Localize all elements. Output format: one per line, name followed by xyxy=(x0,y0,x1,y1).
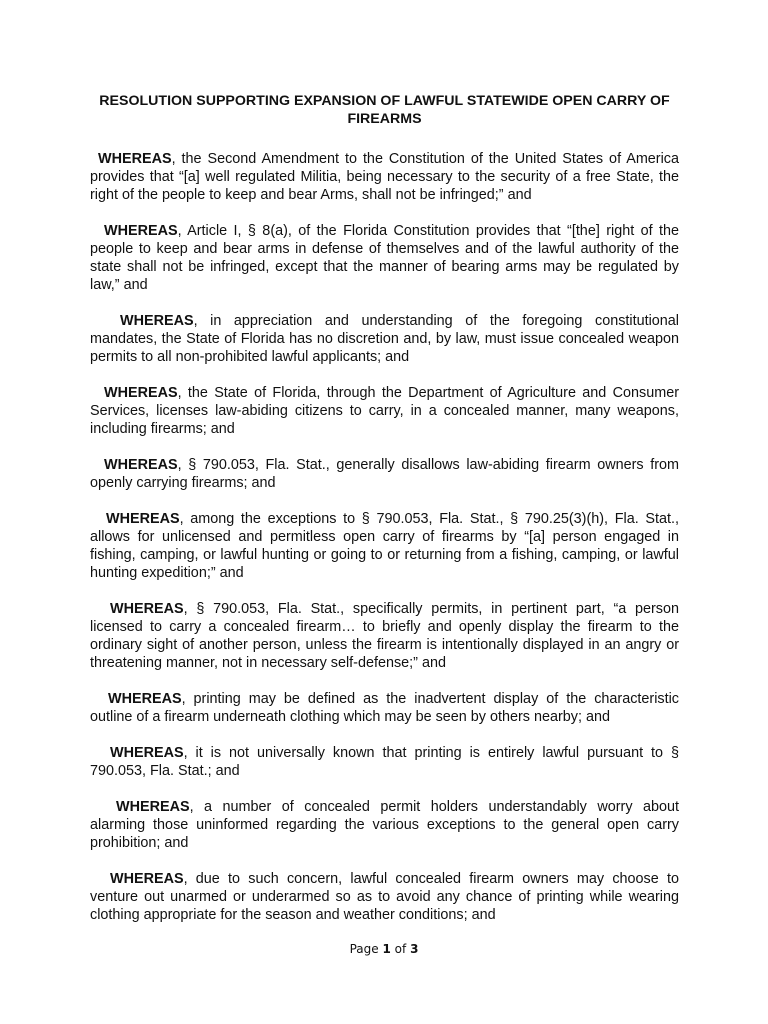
whereas-keyword: WHEREAS xyxy=(108,691,182,707)
document-page xyxy=(90,92,679,942)
whereas-paragraph xyxy=(90,798,679,852)
page-footer xyxy=(0,942,768,956)
whereas-keyword: WHEREAS xyxy=(110,745,184,761)
whereas-keyword: WHEREAS xyxy=(110,601,184,617)
paragraph-text: , it is not universally known that printing is entirely lawful pursuant to § 790.053, Fla. Stat.; and xyxy=(90,745,679,779)
paragraph-text: , a number of concealed permit holders understandably worry about alarming those uninformed regarding the various exceptions to the general open carry prohibition; and xyxy=(90,799,679,851)
paragraph-text: , § 790.053, Fla. Stat., specifically permits, in pertinent part, “a person licensed to carry a concealed firearm… to briefly and openly display the firearm to the ordinary sight of another person, unless the firearm is intentionally displayed in an angry or threatening manner, not in necessary self-defense;” and xyxy=(90,601,679,671)
whereas-paragraph xyxy=(90,222,679,294)
whereas-keyword: WHEREAS xyxy=(120,313,194,329)
whereas-paragraph xyxy=(90,456,679,492)
paragraph-text: , the State of Florida, through the Department of Agriculture and Consumer Services, licenses law-abiding citizens to carry, in a concealed manner, many weapons, including firearms; and xyxy=(90,385,679,437)
page-number: 1 xyxy=(382,942,391,956)
whereas-keyword: WHEREAS xyxy=(110,871,184,887)
of-label: of xyxy=(394,942,407,956)
whereas-keyword: WHEREAS xyxy=(104,457,178,473)
paragraph-text: , § 790.053, Fla. Stat., generally disallows law-abiding firearm owners from openly carrying firearms; and xyxy=(90,457,679,491)
whereas-paragraph xyxy=(90,312,679,366)
page-total: 3 xyxy=(410,942,419,956)
paragraph-text: , the Second Amendment to the Constitution of the United States of America provides that “[a] well regulated Militia, being necessary to the security of a free State, the right of the people to keep and bear Arms, shall not be infringed;” and xyxy=(90,151,679,203)
whereas-paragraph xyxy=(90,384,679,438)
whereas-paragraph xyxy=(90,150,679,204)
whereas-paragraph xyxy=(90,600,679,672)
document-title: RESOLUTION SUPPORTING EXPANSION OF LAWFUL STATEWIDE OPEN CARRY OF FIREARMS xyxy=(99,93,670,127)
whereas-keyword: WHEREAS xyxy=(106,511,180,527)
page-label: Page xyxy=(349,942,379,956)
whereas-paragraph xyxy=(90,744,679,780)
whereas-paragraph xyxy=(90,510,679,582)
whereas-keyword: WHEREAS xyxy=(116,799,190,815)
whereas-paragraph xyxy=(90,690,679,726)
whereas-keyword: WHEREAS xyxy=(104,385,178,401)
paragraph-text: , Article I, § 8(a), of the Florida Constitution provides that “[the] right of the people to keep and bear arms in defense of themselves and of the lawful authority of the state shall not be infringed, except that the manner of bearing arms may be regulated by law,” and xyxy=(90,223,679,293)
whereas-keyword: WHEREAS xyxy=(98,151,172,167)
whereas-paragraph xyxy=(90,870,679,924)
paragraph-text: , due to such concern, lawful concealed firearm owners may choose to venture out unarmed or underarmed so as to avoid any chance of printing while wearing clothing appropriate for the season and weather conditions; and xyxy=(90,871,679,923)
paragraph-text: , printing may be defined as the inadvertent display of the characteristic outline of a firearm underneath clothing which may be seen by others nearby; and xyxy=(90,691,679,725)
paragraph-text: , among the exceptions to § 790.053, Fla. Stat., § 790.25(3)(h), Fla. Stat., allows for unlicensed and permitless open carry of firearms by “[a] person engaged in fishing, camping, or lawful hunting or going to or returning from a fishing, camping, or lawful hunting expedition;” and xyxy=(90,511,679,581)
whereas-keyword: WHEREAS xyxy=(104,223,178,239)
paragraph-text: , in appreciation and understanding of the foregoing constitutional mandates, the State of Florida has no discretion and, by law, must issue concealed weapon permits to all non-prohibited lawful applicants; and xyxy=(90,313,679,365)
